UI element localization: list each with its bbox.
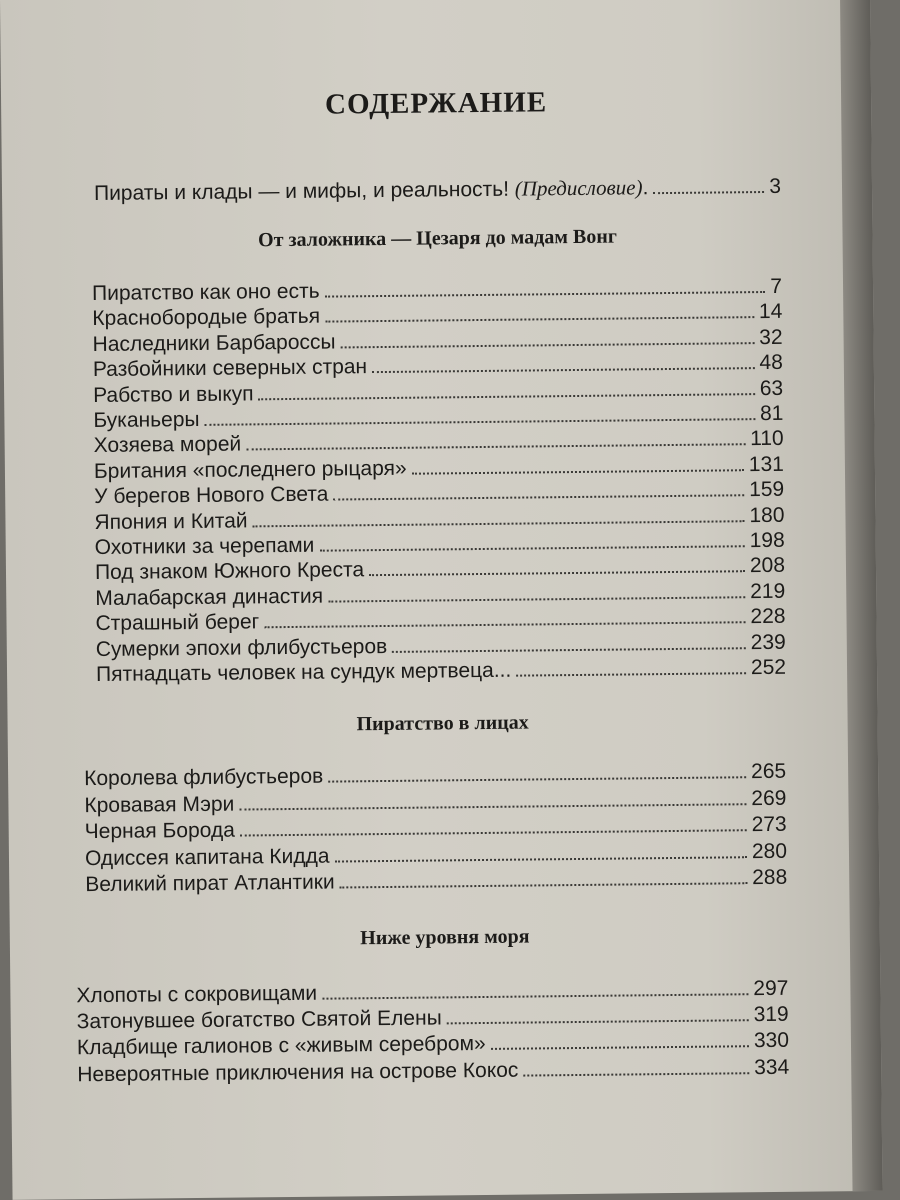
toc-entry-page: 81 bbox=[759, 401, 784, 426]
toc-entry-page: 280 bbox=[751, 839, 788, 863]
leader-dots bbox=[372, 367, 754, 373]
toc-entry-title: Черная Борода bbox=[84, 818, 235, 844]
leader-dots bbox=[341, 342, 755, 348]
toc-entry-page: 14 bbox=[758, 300, 783, 324]
toc-entry-page: 198 bbox=[749, 528, 785, 553]
leader-dots bbox=[333, 494, 744, 500]
leader-dots bbox=[523, 1072, 749, 1076]
leader-dots bbox=[335, 856, 747, 862]
leader-dots bbox=[328, 776, 746, 782]
preface-page: 3 bbox=[769, 174, 782, 198]
toc-entry-page: 269 bbox=[751, 786, 787, 810]
toc-entry-title: Буканьеры bbox=[93, 407, 200, 433]
leader-dots bbox=[253, 520, 745, 527]
toc-entry-title: Пятнадцать человек на сундук мертвеца... bbox=[95, 658, 512, 687]
leader-dots bbox=[447, 1019, 749, 1024]
toc-entry-title: Затонувшее богатство Святой Елены bbox=[76, 1006, 442, 1034]
toc-entry-page: 110 bbox=[750, 427, 784, 451]
toc-entry-page: 297 bbox=[753, 976, 789, 1001]
section-heading-1: От заложника — Цезаря до мадам Вонг bbox=[258, 225, 618, 252]
toc-entry-page: 32 bbox=[759, 325, 783, 349]
toc-entry-page: 48 bbox=[759, 351, 783, 375]
leader-dots bbox=[325, 291, 766, 298]
leader-dots bbox=[246, 444, 745, 451]
toc-entry-title: Хозяева морей bbox=[93, 432, 242, 458]
page-edge bbox=[840, 0, 883, 1191]
toc-entry-title: Малабарская династия bbox=[95, 584, 324, 610]
leader-dots bbox=[340, 882, 748, 888]
leader-dots bbox=[412, 469, 744, 474]
leader-dots bbox=[322, 993, 748, 999]
preface-suffix: . bbox=[642, 176, 649, 200]
toc-entry-title: Наследники Барбароссы bbox=[92, 330, 336, 356]
leader-dots bbox=[205, 418, 755, 426]
toc-entry-title: Британия «последнего рыцаря» bbox=[93, 456, 407, 483]
toc-entry-page: 319 bbox=[753, 1002, 789, 1027]
toc-entry-title: Япония и Китай bbox=[94, 509, 248, 534]
toc-entry-page: 63 bbox=[759, 376, 784, 400]
toc-entry-title: Под знаком Южного Креста bbox=[94, 558, 365, 585]
page-title: СОДЕРЖАНИЕ bbox=[324, 86, 548, 121]
section-heading-2: Пиратство в лицах bbox=[356, 711, 529, 736]
toc-entry-title: Сумерки эпохи флибустьеров bbox=[95, 634, 388, 661]
toc-entry-title: Краснобородые братья bbox=[92, 305, 321, 331]
toc-entry-page: 159 bbox=[749, 478, 785, 502]
leader-dots bbox=[369, 571, 745, 577]
toc-entry-title: Пиратство как оно есть bbox=[91, 279, 320, 306]
leader-dots bbox=[392, 647, 745, 653]
leader-dots bbox=[516, 672, 746, 676]
preface-title bbox=[94, 175, 649, 206]
toc-entry-page: 334 bbox=[754, 1055, 790, 1079]
toc-entry-page: 131 bbox=[748, 452, 785, 476]
toc-entry-page: 288 bbox=[752, 865, 788, 890]
toc-entry-page: 330 bbox=[753, 1029, 790, 1053]
toc-entry-page: 228 bbox=[750, 604, 786, 629]
preface-entry bbox=[94, 174, 781, 206]
leader-dots bbox=[319, 545, 744, 551]
toc-entry-title: Одиссея капитана Кидда bbox=[84, 844, 330, 870]
leader-dots bbox=[239, 803, 746, 810]
toc-entry-title: Разбойники северных стран bbox=[92, 355, 368, 382]
leader-dots bbox=[491, 1046, 749, 1051]
leader-dots bbox=[259, 393, 755, 400]
toc-entry-title: Страшный берег bbox=[95, 610, 260, 636]
section-heading-3: Ниже уровня моря bbox=[360, 925, 530, 950]
toc-entry-title: Великий пират Атлантики bbox=[85, 870, 335, 897]
leader-dots bbox=[264, 621, 745, 628]
toc-entry-page: 219 bbox=[750, 579, 786, 603]
toc-entry-title: У берегов Нового Света bbox=[94, 482, 329, 509]
toc-entry-page: 239 bbox=[750, 630, 786, 654]
toc-entry-title: Королева флибустьеров bbox=[84, 764, 324, 791]
preface-italic: (Предисловие) bbox=[514, 175, 643, 201]
toc-entry-title: Рабство и выкуп bbox=[93, 381, 254, 407]
toc-entry-page: 180 bbox=[749, 503, 785, 527]
leader-dots bbox=[240, 829, 747, 836]
toc-entry-page: 273 bbox=[751, 812, 787, 837]
toc-entry bbox=[85, 865, 787, 897]
leader-dots bbox=[325, 317, 754, 323]
toc-entry-title: Невероятные приключения на острове Кокос bbox=[77, 1058, 519, 1086]
toc-entry-title: Хлопоты с сокровищами bbox=[76, 981, 318, 1008]
toc-entry-page: 208 bbox=[749, 554, 786, 578]
toc-entry-page: 7 bbox=[770, 274, 783, 298]
toc-entry-title: Охотники за черепами bbox=[94, 533, 315, 560]
toc-entry-title: Кладбище галионов с «живым серебром» bbox=[76, 1032, 486, 1060]
preface-prefix: Пираты и клады — и мифы, и реальность! bbox=[93, 177, 515, 206]
toc-entry-page: 252 bbox=[750, 655, 787, 680]
toc-entry-title: Кровавая Мэри bbox=[84, 792, 235, 817]
leader-dots bbox=[328, 596, 745, 602]
leader-dots bbox=[653, 191, 764, 194]
toc-entry-page: 265 bbox=[750, 759, 787, 784]
